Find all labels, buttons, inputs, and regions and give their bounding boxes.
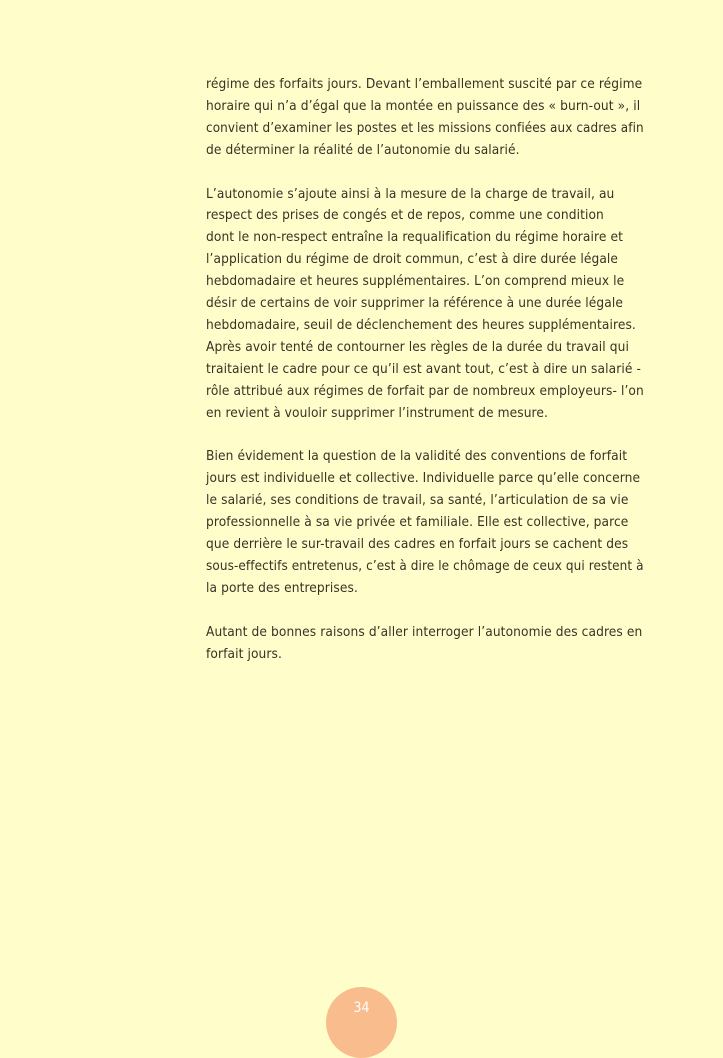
text-line: désir de certains de voir supprimer la référence à une durée légale [206,295,624,312]
page-number-badge [326,987,397,1058]
text-line: le salarié, ses conditions de travail, sa santé, l’articulation de sa vie [206,492,629,509]
paragraph-2 [206,184,646,425]
text-line: régime des forfaits jours. Devant l’emballement suscité par ce régime [206,76,643,92]
text-line: horaire qui n’a d’égal que la montée en puissance des « burn-out », il [206,97,641,114]
text-line: forfait jours. [206,645,282,662]
text-line: hebdomadaire et heures supplémentaires. L’on comprend mieux le [206,273,625,290]
text-line: l’application du régime de droit commun, c’est à dire durée légale [206,251,619,268]
text-line: dont le non-respect entraîne la requalification du régime horaire et [206,229,623,246]
text-line: Bien évidement la question de la validité des conventions de forfait [206,448,628,465]
paragraph-4 [206,622,646,666]
text-line: professionnelle à sa vie privée et familiale. Elle est collective, parce [206,514,629,531]
paragraph-3 [206,446,646,599]
text-line: rôle attribué aux régimes de forfait par de nombreux employeurs- l’on [206,382,644,399]
text-line: que derrière le sur-travail des cadres en forfait jours se cachent des [206,536,629,552]
body-text [206,74,646,687]
text-line: de déterminer la réalité de l’autonomie du salarié. [206,141,520,158]
text-line: convient d’examiner les postes et les missions confiées aux cadres afin [206,120,644,136]
text-line: L’autonomie s’ajoute ainsi à la mesure de la charge de travail, au [206,185,615,202]
page-number: 34 [353,1000,370,1016]
text-line: la porte des entreprises. [206,579,358,596]
text-line: sous-effectifs entretenus, c’est à dire le chômage de ceux qui restent à [206,558,644,574]
text-line: Après avoir tenté de contourner les règles de la durée du travail qui [206,338,630,355]
text-line: traitaient le cadre pour ce qu’il est avant tout, c’est à dire un salarié - [206,360,641,377]
text-line: jours est individuelle et collective. Individuelle parce qu’elle concerne [206,470,641,487]
text-line: en revient à vouloir supprimer l’instrument de mesure. [206,404,548,421]
text-line: respect des prises de congés et de repos, comme une condition [206,207,604,224]
text-line: Autant de bonnes raisons d’aller interroger l’autonomie des cadres en [206,623,643,640]
text-line: hebdomadaire, seuil de déclenchement des heures supplémentaires. [206,316,636,333]
paragraph-1 [206,74,646,162]
